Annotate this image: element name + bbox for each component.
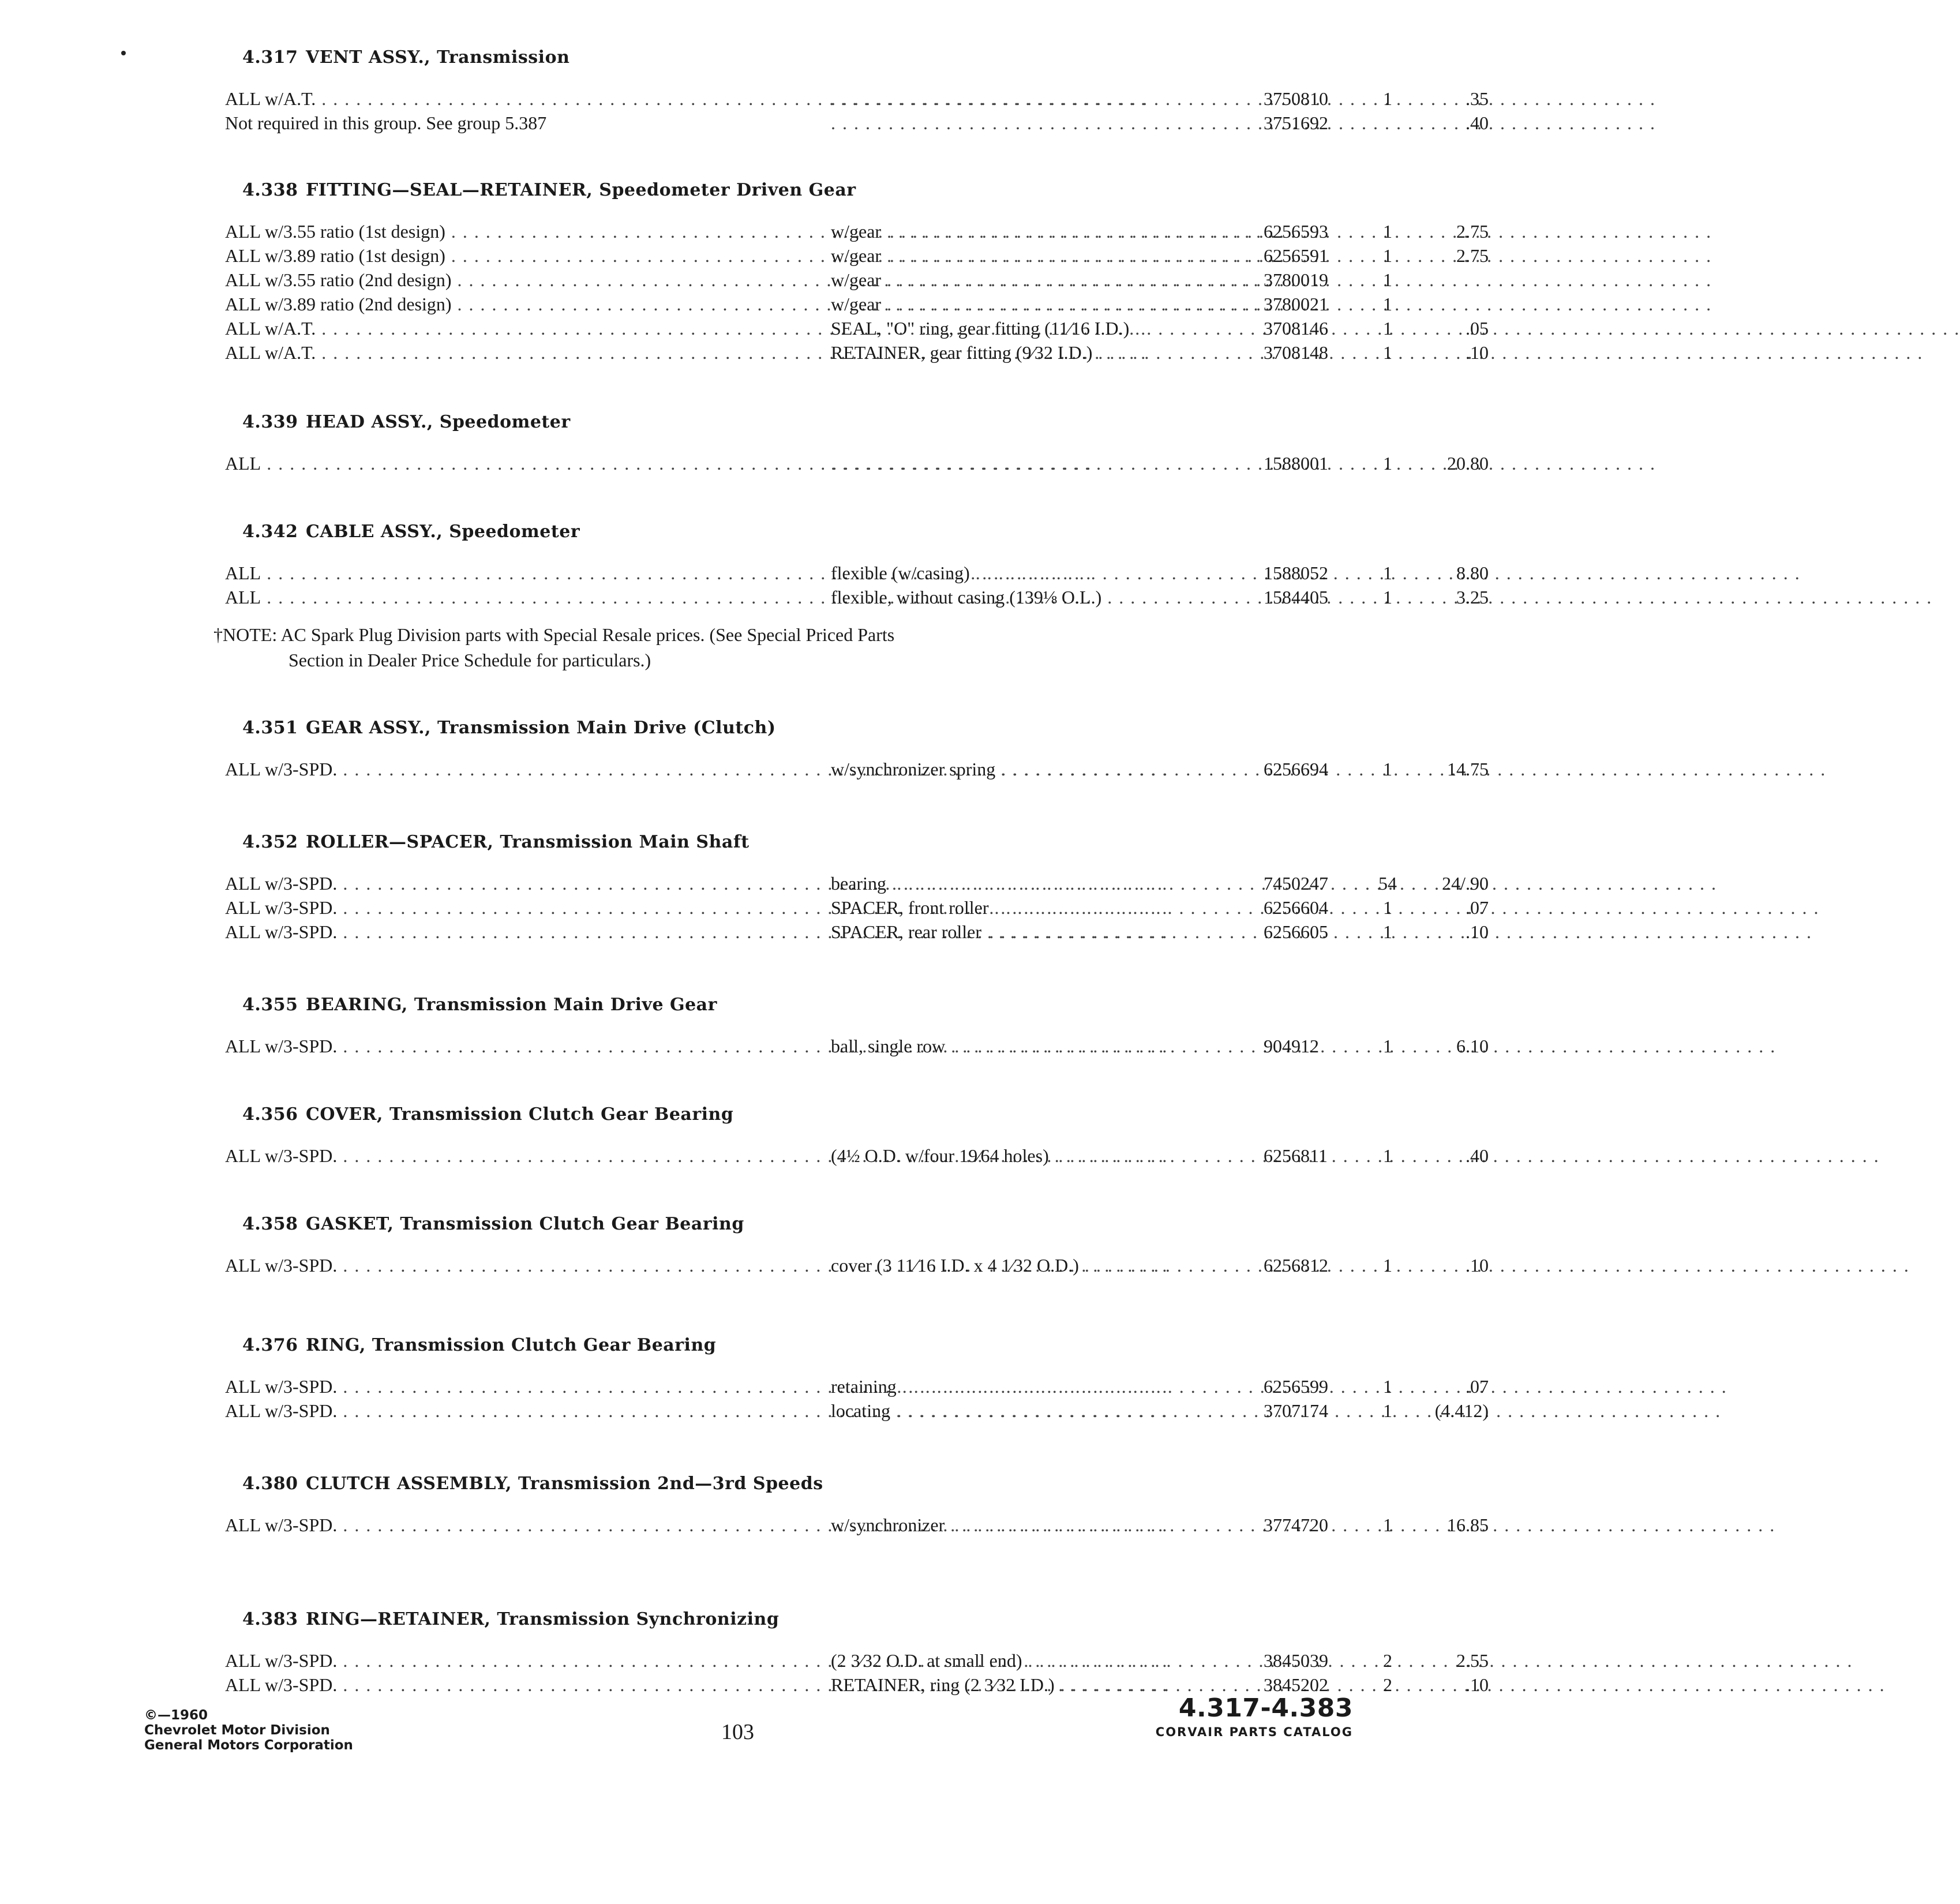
- model-cell: ALL w/3-SPD. . . .: [225, 1673, 801, 1697]
- parts-rows: [208, 1374, 1489, 1423]
- parts-rows: [208, 87, 1489, 135]
- model-cell: ALL w/A.T. . . .: [225, 87, 801, 111]
- section-heading: [242, 410, 1292, 435]
- part-row: [208, 1673, 1489, 1697]
- price: .05: [1466, 318, 1489, 339]
- section-4-342: [208, 519, 1489, 609]
- quantity: 1: [1383, 587, 1392, 608]
- description-cell: locating . . .: [831, 1399, 1251, 1423]
- model-cell: ALL w/3.55 ratio (1st design) . . .: [225, 219, 801, 243]
- group-title: HEAD ASSY., Speedometer: [306, 412, 571, 432]
- part-row: [208, 895, 1489, 920]
- description-cell: retaining . . .: [831, 1374, 1251, 1399]
- section-4-338: [208, 178, 1489, 365]
- section-4-376: [208, 1333, 1489, 1423]
- section-heading: [242, 1607, 1292, 1632]
- quantity: 1: [1383, 1255, 1392, 1276]
- quantity: 1: [1383, 921, 1392, 942]
- model-cell: ALL w/3-SPD. . . .: [225, 895, 801, 920]
- section-4-355: [208, 992, 1489, 1058]
- description-cell: RETAINER, ring (2 3⁄32 I.D.) . . .: [831, 1673, 1251, 1697]
- model-cell: ALL w/3-SPD. . . .: [225, 757, 801, 781]
- part-number: 6256812: [1264, 1255, 1328, 1276]
- price: 6.10: [1456, 1036, 1489, 1056]
- price: 2.75: [1456, 221, 1489, 242]
- quantity: 1: [1383, 1400, 1392, 1421]
- group-title: ROLLER—SPACER, Transmission Main Shaft: [306, 832, 749, 852]
- part-row: [208, 1144, 1489, 1168]
- quantity: 1: [1383, 1515, 1392, 1535]
- price: .07: [1466, 1376, 1489, 1397]
- section-4-352: [208, 830, 1489, 944]
- section-4-317: [208, 45, 1489, 135]
- group-number: 4.338: [242, 180, 298, 200]
- quantity: 1: [1383, 342, 1392, 363]
- part-row: [208, 757, 1489, 781]
- part-number: 1584405: [1264, 587, 1328, 608]
- group-title: FITTING—SEAL—RETAINER, Speedometer Driven Gear: [306, 180, 856, 200]
- model-cell: ALL w/3-SPD. . . .: [225, 1144, 801, 1168]
- special-price-note: [213, 622, 1067, 673]
- quantity: 1: [1383, 563, 1392, 583]
- price: 3.25: [1456, 587, 1489, 608]
- model-cell: ALL w/A.T. . . .: [225, 316, 801, 340]
- parts-rows: [208, 1253, 1489, 1277]
- part-number: 3845202: [1264, 1674, 1328, 1695]
- description-cell: [831, 111, 1251, 135]
- page-number: 103: [721, 1720, 754, 1744]
- group-number: 4.351: [242, 718, 298, 738]
- part-number: 3774720: [1264, 1515, 1328, 1535]
- part-row: [208, 1374, 1489, 1399]
- quantity: 2: [1383, 1674, 1392, 1695]
- price: 16.85: [1447, 1515, 1489, 1535]
- quantity: 1: [1383, 897, 1392, 918]
- part-number: 6256593: [1264, 221, 1328, 242]
- part-row: [208, 871, 1489, 895]
- price: .40: [1466, 113, 1489, 133]
- group-title: CABLE ASSY., Speedometer: [306, 522, 580, 542]
- section-heading: [242, 1333, 1292, 1358]
- part-row: [208, 920, 1489, 944]
- parts-rows: [208, 757, 1489, 781]
- price: .10: [1466, 1674, 1489, 1695]
- part-number: 3707174: [1264, 1400, 1328, 1421]
- section-heading: [242, 1471, 1292, 1497]
- part-row: [208, 340, 1489, 365]
- price: 2.55: [1456, 1650, 1489, 1671]
- model-cell: ALL w/3-SPD. . . .: [225, 1034, 801, 1058]
- part-number: 3750810: [1264, 88, 1328, 109]
- note-line-2: Section in Dealer Price Schedule for particulars.): [288, 650, 651, 670]
- part-number: 3780021: [1264, 294, 1328, 314]
- price: 14.75: [1447, 759, 1489, 779]
- part-number: 3780019: [1264, 269, 1328, 290]
- group-number: 4.358: [242, 1214, 298, 1234]
- part-row: [208, 1513, 1489, 1537]
- note-line-1: †NOTE: AC Spark Plug Division parts with Special Resale prices. (See Special Priced Parts: [213, 624, 895, 645]
- description-cell: w/synchronizer spring . . .: [831, 757, 1251, 781]
- part-row: [208, 268, 1392, 292]
- part-row: [208, 585, 1489, 609]
- description-cell: (2 3⁄32 O.D. at small end) . . .: [831, 1648, 1251, 1673]
- part-number: 3845039: [1264, 1650, 1328, 1671]
- price: .10: [1466, 1255, 1489, 1276]
- part-number: 6256694: [1264, 759, 1328, 779]
- part-row: [208, 111, 1489, 135]
- parts-rows: [208, 1513, 1489, 1537]
- description-cell: flexible, without casing (139⅛ O.L.) . . .: [831, 585, 1251, 609]
- description-cell: w/synchronizer . . .: [831, 1513, 1251, 1537]
- section-4-380: [208, 1471, 1489, 1537]
- model-cell: ALL . . .: [225, 585, 801, 609]
- quantity: 1: [1383, 453, 1392, 474]
- part-row: [208, 1399, 1489, 1423]
- quantity: 1: [1383, 1145, 1392, 1166]
- section-4-358: [208, 1212, 1489, 1277]
- quantity: 1: [1383, 245, 1392, 266]
- parts-rows: [208, 451, 1489, 475]
- footer-catalog: [1156, 1693, 1353, 1739]
- model-cell: ALL . . .: [225, 561, 801, 585]
- part-number: 6256605: [1264, 921, 1328, 942]
- part-row: [208, 1034, 1489, 1058]
- section-heading: [242, 830, 1292, 855]
- quantity: 54: [1378, 873, 1397, 894]
- part-row: [208, 219, 1489, 243]
- section-4-383: [208, 1607, 1489, 1697]
- price: 2.75: [1456, 245, 1489, 266]
- part-number: 1588001: [1264, 453, 1328, 474]
- description-cell: w/gear . . .: [831, 219, 1251, 243]
- section-4-356: [208, 1102, 1489, 1168]
- group-title: RING, Transmission Clutch Gear Bearing: [306, 1335, 717, 1355]
- part-number: 904912: [1264, 1036, 1319, 1056]
- group-range: 4.317-4.383: [1178, 1693, 1353, 1723]
- description-cell: flexible (w/casing) . . .: [831, 561, 1251, 585]
- quantity: 1: [1383, 318, 1392, 339]
- part-number: 6256604: [1264, 897, 1328, 918]
- part-row: [208, 243, 1489, 268]
- description-cell: [831, 451, 1251, 475]
- group-title: GASKET, Transmission Clutch Gear Bearing: [306, 1214, 744, 1234]
- model-cell: ALL . . .: [225, 451, 801, 475]
- section-heading: [242, 1212, 1292, 1237]
- part-row: [208, 1253, 1489, 1277]
- quantity: 1: [1383, 88, 1392, 109]
- description-cell: SPACER, front roller . . .: [831, 895, 1251, 920]
- group-number: 4.380: [242, 1474, 298, 1494]
- section-heading: [242, 992, 1292, 1018]
- division-name: Chevrolet Motor Division: [144, 1723, 330, 1738]
- group-number: 4.339: [242, 412, 298, 432]
- part-number: 3708148: [1264, 342, 1328, 363]
- parts-rows: [208, 1034, 1489, 1058]
- description-cell: [831, 87, 1251, 111]
- description-cell: ball, single row . . .: [831, 1034, 1251, 1058]
- corporation-name: General Motors Corporation: [144, 1738, 353, 1753]
- section-4-339: [208, 410, 1489, 475]
- footer-publisher: [144, 1708, 353, 1753]
- parts-rows: [208, 219, 1489, 365]
- price: 20.80: [1447, 453, 1489, 474]
- model-cell: ALL w/3-SPD. . . .: [225, 1253, 801, 1277]
- description-cell: cover (3 11⁄16 I.D. x 4 1⁄32 O.D.) . . .: [831, 1253, 1251, 1277]
- parts-rows: [208, 561, 1489, 609]
- group-number: 4.383: [242, 1609, 298, 1629]
- quantity: 1: [1383, 1376, 1392, 1397]
- quantity: 1: [1383, 294, 1392, 314]
- description-cell: bearing . . .: [831, 871, 1251, 895]
- price: .10: [1466, 921, 1489, 942]
- description-cell: (4½ O.D. w/four 19⁄64 holes) . . .: [831, 1144, 1251, 1168]
- part-row: [208, 451, 1489, 475]
- group-title: RING—RETAINER, Transmission Synchronizing: [306, 1609, 779, 1629]
- price: .07: [1466, 897, 1489, 918]
- part-number: 6256599: [1264, 1376, 1328, 1397]
- model-cell: Not required in this group. See group 5.387: [225, 113, 547, 133]
- part-number: 7450247: [1264, 873, 1328, 894]
- group-number: 4.355: [242, 995, 298, 1015]
- quantity: 1: [1383, 759, 1392, 779]
- section-heading: [242, 715, 1292, 741]
- part-row: [208, 561, 1489, 585]
- section-heading: [242, 519, 1292, 545]
- section-4-351: [208, 715, 1489, 781]
- group-title: BEARING, Transmission Main Drive Gear: [306, 995, 717, 1015]
- price: .35: [1466, 88, 1489, 109]
- model-cell: ALL w/3-SPD. . . .: [225, 920, 801, 944]
- quantity: 1: [1383, 221, 1392, 242]
- model-cell: ALL w/3-SPD. . . .: [225, 871, 801, 895]
- part-row: [208, 292, 1392, 316]
- section-heading: [242, 178, 1292, 203]
- catalog-name: CORVAIR PARTS CATALOG: [1155, 1725, 1353, 1739]
- group-number: 4.376: [242, 1335, 298, 1355]
- copyright: ©—1960: [144, 1708, 208, 1723]
- model-cell: ALL w/3.89 ratio (2nd design) . . .: [225, 292, 801, 316]
- part-row: [208, 1648, 1489, 1673]
- model-cell: ALL w/3-SPD. . . .: [225, 1374, 801, 1399]
- part-row: [208, 316, 1489, 340]
- model-cell: ALL w/3-SPD. . . .: [225, 1399, 801, 1423]
- part-row: [208, 87, 1489, 111]
- price: 24/.90: [1442, 873, 1489, 894]
- description-cell: w/gear . . .: [831, 292, 1251, 316]
- group-title: COVER, Transmission Clutch Gear Bearing: [306, 1104, 734, 1125]
- parts-rows: [208, 1648, 1489, 1697]
- model-cell: ALL w/3-SPD. . . .: [225, 1648, 801, 1673]
- description-cell: RETAINER, gear fitting (9⁄32 I.D.) . . .: [831, 340, 1251, 365]
- group-number: 4.356: [242, 1104, 298, 1125]
- group-title: GEAR ASSY., Transmission Main Drive (Clutch): [306, 718, 776, 738]
- part-number: 6256811: [1264, 1145, 1328, 1166]
- part-number: 1588052: [1264, 563, 1328, 583]
- price: (4.412): [1434, 1400, 1489, 1421]
- section-heading: [242, 1102, 1292, 1127]
- model-cell: ALL w/3.89 ratio (1st design) . . .: [225, 243, 801, 268]
- quantity: 2: [1383, 1650, 1392, 1671]
- price: .10: [1466, 342, 1489, 363]
- part-number: 3708146: [1264, 318, 1328, 339]
- section-heading: [242, 45, 1292, 70]
- model-cell: ALL w/A.T. . . .: [225, 340, 801, 365]
- price: 8.80: [1456, 563, 1489, 583]
- description-cell: w/gear . . .: [831, 268, 1251, 292]
- parts-rows: [208, 1144, 1489, 1168]
- price: .40: [1466, 1145, 1489, 1166]
- group-number: 4.317: [242, 47, 298, 68]
- description-cell: SPACER, rear roller . . .: [831, 920, 1251, 944]
- quantity: 1: [1383, 1036, 1392, 1056]
- part-number: 6256591: [1264, 245, 1328, 266]
- group-number: 4.352: [242, 832, 298, 852]
- part-number: 3751692: [1264, 113, 1328, 133]
- quantity: 1: [1383, 269, 1392, 290]
- description-cell: SEAL, "O" ring, gear fitting (11⁄16 I.D.) . . .: [831, 316, 1251, 340]
- bullet-mark: [121, 51, 126, 55]
- group-number: 4.342: [242, 522, 298, 542]
- parts-rows: [208, 871, 1489, 944]
- description-cell: w/gear . . .: [831, 243, 1251, 268]
- model-cell: ALL w/3.55 ratio (2nd design) . . .: [225, 268, 801, 292]
- group-title: VENT ASSY., Transmission: [306, 47, 570, 68]
- model-cell: ALL w/3-SPD. . . .: [225, 1513, 801, 1537]
- group-title: CLUTCH ASSEMBLY, Transmission 2nd—3rd Speeds: [306, 1474, 823, 1494]
